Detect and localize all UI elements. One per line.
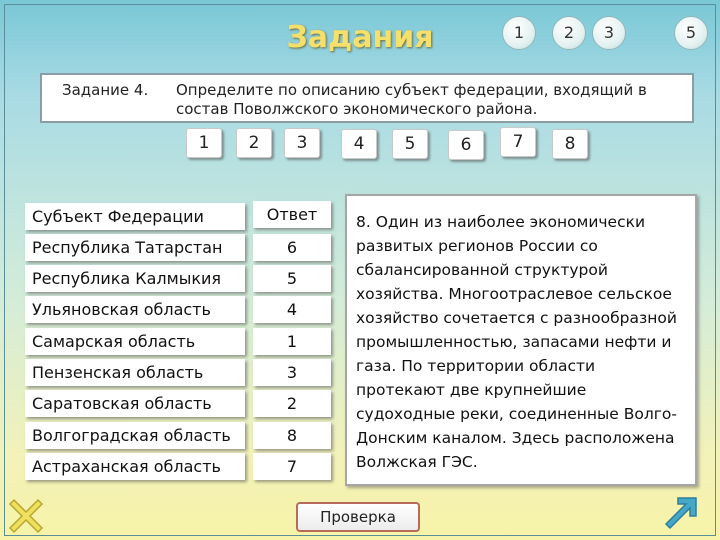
close-icon[interactable] <box>6 496 46 536</box>
next-arrow-icon[interactable] <box>660 494 702 534</box>
answer-cell[interactable]: 6 <box>253 234 331 261</box>
task-text: Определите по описанию субъект федерации, входящий в состав Поволжского экономического района. <box>176 81 647 118</box>
table-row-subject: Пензенская область <box>25 359 245 386</box>
answer-cell[interactable]: 3 <box>253 359 331 386</box>
answer-cell[interactable]: 1 <box>253 328 331 355</box>
page-title: Задания <box>286 20 434 55</box>
answer-cell[interactable]: 4 <box>253 296 331 323</box>
answer-cell[interactable]: 7 <box>253 453 331 480</box>
check-button[interactable]: Проверка <box>296 502 420 532</box>
number-button-2[interactable]: 2 <box>236 128 272 158</box>
task-tab-1[interactable]: 1 <box>502 16 536 50</box>
answer-cell[interactable]: 2 <box>253 390 331 417</box>
table-row-subject: Республика Калмыкия <box>25 265 245 292</box>
number-button-7[interactable]: 7 <box>500 127 536 157</box>
number-button-4[interactable]: 4 <box>341 129 377 159</box>
answer-cell[interactable]: 5 <box>253 265 331 292</box>
task-label: Задание 4. <box>62 81 149 99</box>
number-button-1[interactable]: 1 <box>186 128 222 158</box>
table-row-subject: Самарская область <box>25 328 245 355</box>
table-row-subject: Саратовская область <box>25 390 245 417</box>
table-header-answer: Ответ <box>253 201 331 228</box>
description-box: 8. Один из наиболее экономически развитых регионов России со сбалансированной структурой хозяйства. Многоотраслевое сельское хозяйство сочетается с разнообразной промышленностью, запасами нефти и газа. По территории области протекают две крупнейшие судоходные реки, соединенные Волго-Донским каналом. Здесь расположена Волжская ГЭС. <box>345 194 697 486</box>
task-tab-5[interactable]: 5 <box>674 16 708 50</box>
answer-cell[interactable]: 8 <box>253 422 331 449</box>
table-row-subject: Республика Татарстан <box>25 234 245 261</box>
task-box <box>40 73 694 123</box>
task-tab-2[interactable]: 2 <box>552 16 586 50</box>
number-button-6[interactable]: 6 <box>448 130 484 160</box>
number-button-8[interactable]: 8 <box>552 129 588 159</box>
table-row-subject: Ульяновская область <box>25 296 245 323</box>
number-button-3[interactable]: 3 <box>284 128 320 158</box>
table-header-subject: Субъект Федерации <box>25 203 245 230</box>
number-button-5[interactable]: 5 <box>392 129 428 159</box>
task-tab-3[interactable]: 3 <box>592 16 626 50</box>
table-row-subject: Волгоградская область <box>25 422 245 449</box>
table-row-subject: Астраханская область <box>25 453 245 480</box>
